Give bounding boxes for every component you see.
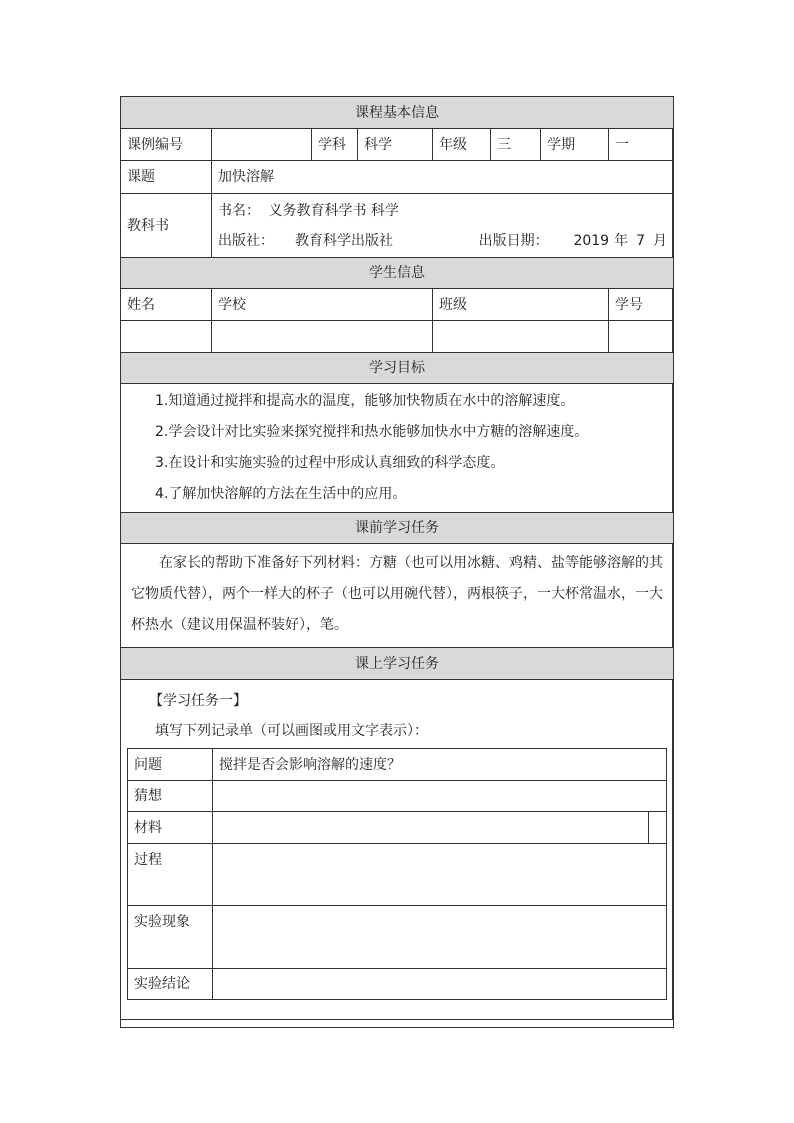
goals-header: 学习目标 bbox=[121, 353, 674, 384]
year-unit: 年 bbox=[614, 232, 629, 249]
class-label: 班级 bbox=[433, 289, 609, 321]
pre-task-text: 在家长的帮助下准备好下列材料：方糖（也可以用冰糖、鸡精、盐等能够溶解的其它物质代替），两个一样大的杯子（也可以用碗代替），两根筷子，一大杯常温水，一大杯热水（建议用保温杯装好），笔。 bbox=[131, 555, 663, 633]
case-no-value[interactable] bbox=[212, 129, 312, 161]
month-unit: 月 bbox=[653, 232, 667, 249]
goal-item: 3.在设计和实施实验的过程中形成认真细致的科学态度。 bbox=[155, 455, 505, 471]
material-label: 材料 bbox=[128, 812, 213, 844]
goal-item: 4.了解加快溶解的方法在生活中的应用。 bbox=[155, 486, 407, 502]
phenomenon-input[interactable] bbox=[213, 906, 667, 969]
question-label: 问题 bbox=[128, 749, 213, 781]
process-label: 过程 bbox=[128, 844, 213, 906]
school-input[interactable] bbox=[212, 321, 433, 353]
publisher-label: 出版社： bbox=[218, 232, 274, 249]
conclusion-input[interactable] bbox=[213, 969, 667, 1000]
grade-label: 年级 bbox=[433, 129, 491, 161]
pre-task-body bbox=[121, 544, 674, 648]
pre-task-header: 课前学习任务 bbox=[121, 513, 674, 544]
student-id-label: 学号 bbox=[609, 289, 674, 321]
class-input[interactable] bbox=[433, 321, 609, 353]
process-input[interactable] bbox=[213, 844, 667, 906]
grade-value[interactable]: 三 bbox=[491, 129, 541, 161]
subject-label: 学科 bbox=[312, 129, 358, 161]
subject-value[interactable]: 科学 bbox=[358, 129, 433, 161]
book-name-label: 书名： bbox=[218, 202, 260, 219]
textbook-label: 教科书 bbox=[121, 194, 212, 258]
task-intro: 填写下列记录单（可以画图或用文字表示）： bbox=[155, 723, 428, 739]
student-id-input[interactable] bbox=[609, 321, 674, 353]
pub-date-label: 出版日期： bbox=[478, 232, 549, 249]
material-input[interactable] bbox=[213, 812, 649, 844]
phenomenon-label: 实验现象 bbox=[128, 906, 213, 969]
conclusion-label: 实验结论 bbox=[128, 969, 213, 1000]
guess-input[interactable] bbox=[213, 781, 667, 812]
pub-month: 7 bbox=[636, 232, 645, 249]
lesson-sheet bbox=[120, 96, 673, 1020]
student-info-header: 学生信息 bbox=[121, 258, 674, 289]
term-value[interactable]: 一 bbox=[609, 129, 674, 161]
goal-item: 2.学会设计对比实验来探究搅拌和热水能够加快水中方糖的溶解速度。 bbox=[155, 424, 589, 440]
lesson-table bbox=[120, 96, 674, 1028]
question-value: 搅拌是否会影响溶解的速度？ bbox=[213, 749, 667, 781]
textbook-info bbox=[212, 194, 674, 258]
topic-value[interactable]: 加快溶解 bbox=[212, 161, 674, 194]
goals-list bbox=[121, 384, 674, 513]
guess-label: 猜想 bbox=[128, 781, 213, 812]
class-task-header: 课上学习任务 bbox=[121, 648, 674, 680]
book-name-value: 义务教育科学书 科学 bbox=[268, 202, 399, 219]
name-label: 姓名 bbox=[121, 289, 212, 321]
book-name-line bbox=[218, 196, 667, 226]
record-table bbox=[127, 748, 667, 1000]
topic-label: 课题 bbox=[121, 161, 212, 194]
publisher-line bbox=[218, 226, 667, 256]
basic-info-header: 课程基本信息 bbox=[121, 97, 674, 129]
case-no-label: 课例编号 bbox=[121, 129, 212, 161]
school-label: 学校 bbox=[212, 289, 433, 321]
name-input[interactable] bbox=[121, 321, 212, 353]
publisher-value: 教育科学出版社 bbox=[295, 232, 394, 249]
material-extra-cell[interactable] bbox=[649, 812, 667, 844]
class-task-body bbox=[121, 680, 674, 1028]
term-label: 学期 bbox=[541, 129, 609, 161]
pub-year: 2019 bbox=[573, 232, 610, 249]
task-title: 【学习任务一】 bbox=[149, 693, 247, 709]
goal-item: 1.知道通过搅拌和提高水的温度，能够加快物质在水中的溶解速度。 bbox=[155, 393, 575, 409]
